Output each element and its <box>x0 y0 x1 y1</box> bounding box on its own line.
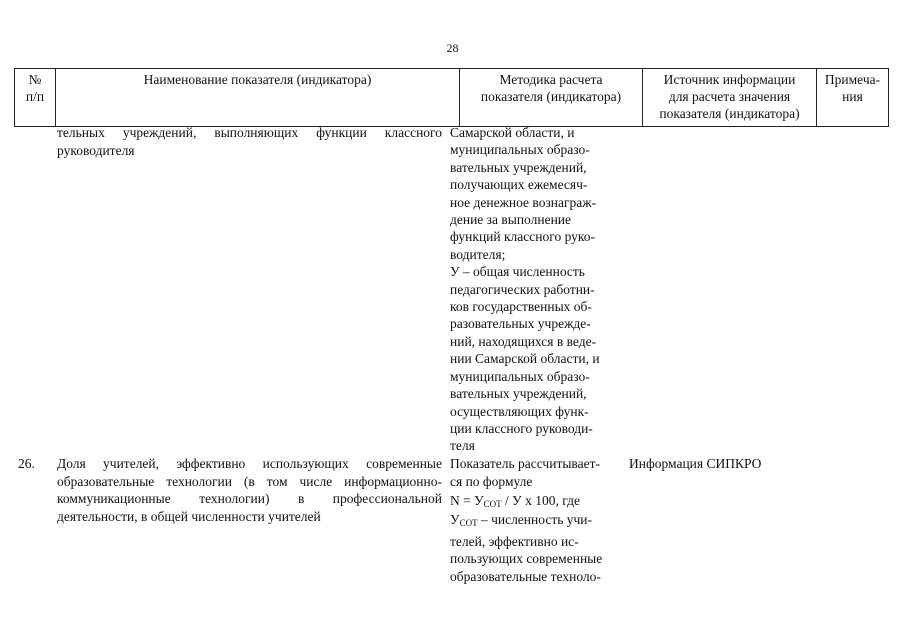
row-26-source: Информация СИПКРО <box>629 456 762 471</box>
row-26-definition: $У_{СОТ}$ – численность учи- телей, эффективно ис- пользующих современные образовательные техноло- <box>450 512 603 584</box>
header-notes-column: Примеча- ния <box>817 69 889 127</box>
table-header <box>14 68 889 127</box>
header-source-column: Источник информации для расчета значения показателя (индикатора) <box>643 69 817 127</box>
header-indicator-name-column: Наименование показателя (индикатора) <box>56 69 460 127</box>
row-26-indicator-name: Доля учителей, эффективно использующих современные образовательные технологии (в том числе информационно-коммуникационные технологии) в профессиональной деятельности, в общей численности учителей <box>57 456 442 524</box>
prev-row-method: Самарской области, и муниципальных образо- вательных учреждений, получающих ежемесяч- ное денежное вознаграж- дение за выполнение функций классного руко- водителя; У – общая численность педагогических работни- ков государственных об- разовательных учрежде- ний, находящихся в веде- нии Самарской области, и муниципальных образо- вательных учреждений, осуществляющих функ- ции классного руководи- теля <box>450 125 600 454</box>
page-number: 28 <box>446 41 459 55</box>
prev-row-indicator-name: тельных учреждений, выполняющих функции классного руководителя <box>57 125 442 158</box>
header-number-column: № п/п <box>15 69 56 127</box>
row-26-method-intro: Показатель рассчитывает- ся по формуле <box>450 456 600 489</box>
row-26-number: 26. <box>18 456 35 471</box>
header-method-column: Методика расчета показателя (индикатора) <box>460 69 643 127</box>
row-26-formula: $N = У_{СОТ} / У$ х 100, где <box>450 493 580 509</box>
